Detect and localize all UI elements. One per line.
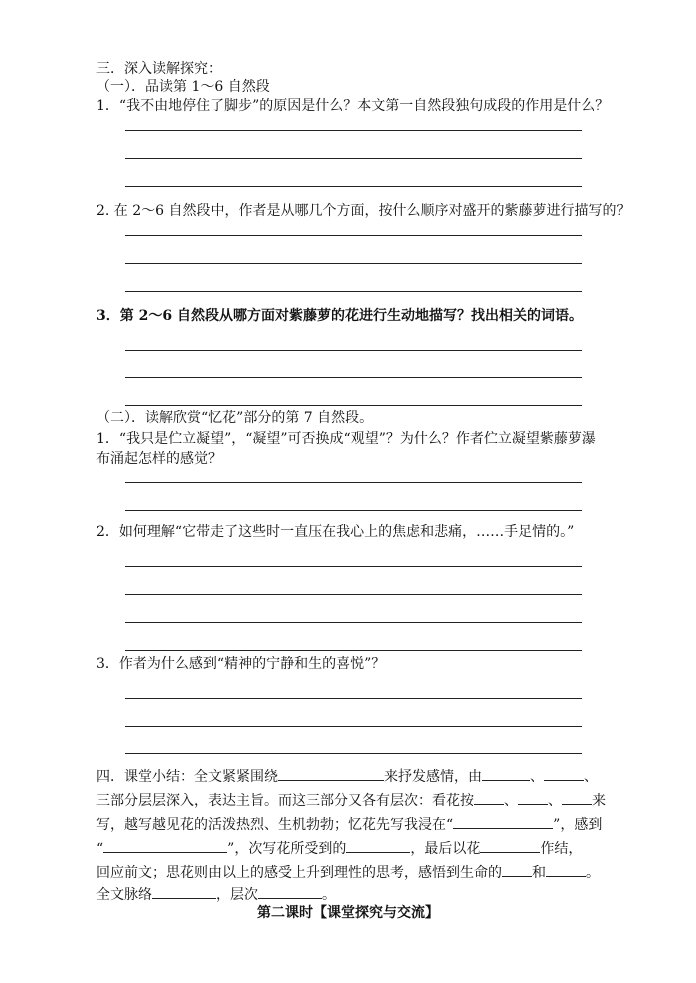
fill-blank[interactable] bbox=[103, 838, 227, 853]
answer-line[interactable] bbox=[125, 405, 582, 406]
summary-text: ，最后以花 bbox=[410, 841, 481, 857]
summary-text: “ bbox=[96, 841, 104, 857]
summary-text: 、 bbox=[504, 793, 518, 809]
answer-line[interactable] bbox=[125, 726, 582, 727]
answer-line[interactable] bbox=[125, 130, 582, 131]
question-1-2: 2. 在 2～6 自然段中，作者是从哪几个方面，按什么顺序对盛开的紫藤萝进行描写的？ bbox=[96, 203, 631, 219]
answer-line[interactable] bbox=[125, 594, 582, 595]
fill-blank[interactable] bbox=[346, 838, 410, 853]
summary-line-6 bbox=[96, 884, 336, 904]
fill-blank[interactable] bbox=[152, 884, 216, 899]
answer-line[interactable] bbox=[125, 235, 582, 236]
answer-line[interactable] bbox=[125, 622, 582, 623]
lesson-title: 第二课时【课堂探究与交流】 bbox=[257, 905, 439, 921]
answer-line[interactable] bbox=[125, 482, 582, 483]
summary-text: ，层次 bbox=[216, 887, 258, 903]
fill-blank[interactable] bbox=[544, 766, 584, 781]
question-2-1-line1: 1．“我只是伫立凝望”，“凝望”可否换成“观望”？为什么？作者伫立凝望紫藤萝瀑 bbox=[96, 431, 596, 447]
answer-line[interactable] bbox=[125, 186, 582, 187]
summary-line-1 bbox=[96, 766, 598, 786]
summary-text: ”，次写花所受到的 bbox=[227, 841, 347, 857]
fill-blank[interactable] bbox=[480, 838, 540, 853]
summary-text: 写，越写越见花的活泼热烈、生机勃勃；忆花先写我浸在“ bbox=[96, 817, 454, 833]
summary-text: 三部分层层深入，表达主旨。而这三部分又各有层次：看花按 bbox=[96, 793, 474, 809]
summary-text: 、 bbox=[530, 769, 544, 785]
summary-text: 作结， bbox=[540, 841, 583, 857]
answer-line[interactable] bbox=[125, 377, 582, 378]
summary-text: 四．课堂小结：全文紧紧围绕 bbox=[96, 769, 278, 785]
answer-line[interactable] bbox=[125, 698, 582, 699]
answer-line[interactable] bbox=[125, 158, 582, 159]
fill-blank[interactable] bbox=[562, 790, 592, 805]
fill-blank[interactable] bbox=[482, 766, 530, 781]
question-2-2: 2．如何理解“它带走了这些时一直压在我心上的焦虑和悲痛，……手足情的。” bbox=[96, 524, 575, 540]
question-1-1: 1．“我不由地停住了脚步”的原因是什么？本文第一自然段独句成段的作用是什么？ bbox=[96, 98, 610, 114]
section-heading-3: 三．深入读解探究： bbox=[96, 61, 222, 77]
answer-line[interactable] bbox=[125, 650, 582, 651]
summary-line-5 bbox=[96, 862, 600, 882]
fill-blank[interactable] bbox=[518, 790, 548, 805]
summary-text: 、 bbox=[584, 769, 598, 785]
answer-line[interactable] bbox=[125, 291, 582, 292]
question-2-3: 3．作者为什么感到“精神的宁静和生的喜悦”？ bbox=[96, 656, 386, 672]
part1-heading: （一）．品读第 1～6 自然段 bbox=[96, 79, 270, 95]
fill-blank[interactable] bbox=[474, 790, 504, 805]
question-2-1-line2: 布涌起怎样的感觉？ bbox=[96, 451, 222, 467]
answer-line[interactable] bbox=[125, 263, 582, 264]
fill-blank[interactable] bbox=[546, 862, 586, 877]
summary-text: ”，感到 bbox=[553, 817, 603, 833]
fill-blank[interactable] bbox=[278, 766, 384, 781]
fill-blank[interactable] bbox=[258, 884, 322, 899]
fill-blank[interactable] bbox=[453, 814, 553, 829]
summary-text: 和 bbox=[532, 865, 546, 881]
summary-text: 、 bbox=[548, 793, 562, 809]
answer-line[interactable] bbox=[125, 510, 582, 511]
summary-text: 。 bbox=[586, 865, 600, 881]
answer-line[interactable] bbox=[125, 566, 582, 567]
summary-text: 全文脉络 bbox=[96, 887, 152, 903]
answer-line[interactable] bbox=[125, 350, 582, 351]
answer-line[interactable] bbox=[125, 753, 582, 754]
summary-line-2 bbox=[96, 790, 606, 810]
summary-text: 来 bbox=[592, 793, 606, 809]
summary-line-4 bbox=[96, 838, 582, 858]
summary-text: 。 bbox=[322, 887, 336, 903]
fill-blank[interactable] bbox=[502, 862, 532, 877]
part2-heading: （二）．读解欣赏“忆花”部分的第 7 自然段。 bbox=[96, 410, 374, 426]
summary-text: 来抒发感情，由 bbox=[384, 769, 482, 785]
summary-line-3 bbox=[96, 814, 602, 834]
summary-text: 回应前文；思花则由以上的感受上升到理性的思考，感悟到生命的 bbox=[96, 865, 502, 881]
question-1-3: 3．第 2～6 自然段从哪方面对紫藤萝的花进行生动地描写？找出相关的词语。 bbox=[96, 308, 583, 324]
